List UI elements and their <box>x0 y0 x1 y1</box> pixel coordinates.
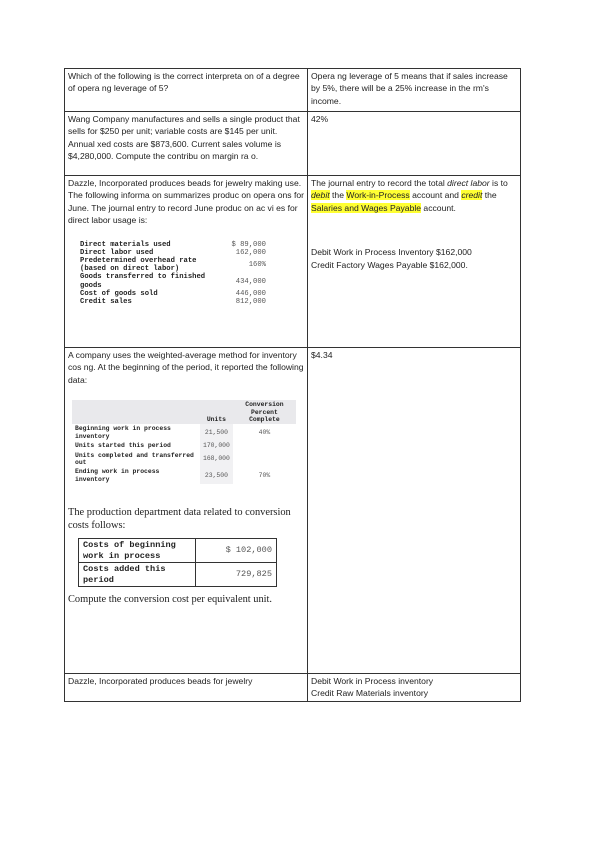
highlight-debit: debit <box>311 190 330 201</box>
qa-table <box>64 68 521 702</box>
data-value: 812,000 <box>235 298 266 307</box>
data-label: Direct labor used <box>80 248 154 257</box>
note-text: the <box>329 190 347 201</box>
cost-label: Costs of beginning work in process <box>79 539 196 563</box>
question-cell <box>65 348 308 674</box>
answer-line: Credit Factory Wages Payable $162,000. <box>311 259 468 270</box>
conversion-intro: The production department data related to conversion costs follows: <box>68 507 291 532</box>
answer-cell: Opera ng leverage of 5 means that if sales increase by 5%, there will be a 25% increase in the rm's income. <box>308 69 521 112</box>
units-label: Beginning work in process inventory <box>75 425 171 440</box>
note-text: account. <box>421 202 456 213</box>
header-units: Units <box>200 400 233 424</box>
note-text: account and <box>409 190 462 201</box>
note-text: The journal entry to record the total <box>311 178 448 188</box>
note-text-italic: direct labor <box>447 178 490 188</box>
note-text: the <box>482 190 497 201</box>
data-value: 160% <box>248 261 266 270</box>
header-blank <box>72 400 200 424</box>
units-value: 21,500 <box>200 424 233 441</box>
data-row <box>76 249 270 257</box>
data-label: Cost of goods sold <box>80 289 158 298</box>
cost-value: $ 102,000 <box>196 539 277 563</box>
answer-line: Debit Work in Process inventory <box>311 676 434 686</box>
table-row <box>65 176 521 348</box>
data-label: Goods transferred to finished goods <box>80 273 206 290</box>
units-label: Units completed and transferred out <box>75 451 194 467</box>
data-row <box>76 257 270 273</box>
data-value: 446,000 <box>235 289 266 298</box>
question-text: Dazzle, Incorporated produces beads for jewelry making use. The following informa on summarizes produc on opera ons for June. The journal entry to record June produc on ac vi es for direct labor usage is: <box>68 178 304 226</box>
table-row <box>65 69 521 112</box>
cost-label: Costs added this period <box>79 563 196 587</box>
answer-cell: $4.34 <box>308 348 521 674</box>
units-row <box>72 451 296 468</box>
cost-row <box>79 563 277 587</box>
header-conversion: Conversion Percent Complete <box>233 400 296 424</box>
highlight-wip: Work-in-Process <box>346 190 410 201</box>
note-text: is to <box>489 178 508 188</box>
units-row <box>72 424 296 441</box>
percent-value: 40% <box>258 429 271 437</box>
units-value: 170,000 <box>200 441 233 450</box>
highlight-wages: Salaries and Wages Payable <box>311 202 422 213</box>
units-header-row <box>72 400 296 424</box>
answer-note <box>311 177 517 214</box>
data-label: Direct materials used <box>80 240 171 249</box>
cost-value: 729,825 <box>196 563 277 587</box>
closing-question: Compute the conversion cost per equivalent unit. <box>68 593 273 605</box>
answer-line: Credit Raw Materials inventory <box>311 688 429 699</box>
percent-value: 70% <box>258 472 271 480</box>
data-value: 162,000 <box>235 248 266 257</box>
data-label: Predetermined overhead rate (based on direct labor) <box>80 257 197 274</box>
cost-row <box>79 539 277 563</box>
data-value: $ 89,000 <box>231 240 266 249</box>
question-cell <box>65 176 308 348</box>
production-data-table <box>76 241 270 307</box>
data-value: 434,000 <box>235 277 266 286</box>
units-value: 23,500 <box>200 467 233 484</box>
units-table <box>72 400 296 484</box>
question-text: A company uses the weighted-average method for inventory cos ng. At the beginning of the period, it reported the following data: <box>68 350 304 385</box>
data-row <box>76 298 270 306</box>
data-row <box>76 241 270 249</box>
units-label: Ending work in process inventory <box>75 468 160 483</box>
question-cell: Wang Company manufactures and sells a single product that sells for $250 per unit; variable costs are $145 per unit. Annual xed costs are $873,600. Current sales volume is $4,280,000. Compute the contribu on margin ra o. <box>65 112 308 176</box>
answer-cell: 42% <box>308 112 521 176</box>
answer-cell <box>308 674 521 702</box>
table-row <box>65 112 521 176</box>
answer-line: Debit Work in Process Inventory $162,000 <box>311 247 472 258</box>
conversion-costs-table <box>78 538 277 587</box>
units-label: Units started this period <box>75 442 171 450</box>
table-row <box>65 348 521 674</box>
data-row <box>76 290 270 298</box>
units-row <box>72 467 296 484</box>
question-cell: Dazzle, Incorporated produces beads for jewelry <box>65 674 308 702</box>
data-row <box>76 273 270 289</box>
percent-value <box>233 451 296 468</box>
units-value: 168,000 <box>200 451 233 468</box>
answer-cell <box>308 176 521 348</box>
data-label: Credit sales <box>80 298 132 307</box>
highlight-credit: credit <box>461 190 483 201</box>
units-row <box>72 441 296 450</box>
table-row <box>65 674 521 702</box>
percent-value <box>233 441 296 450</box>
question-cell: Which of the following is the correct interpreta on of a degree of opera ng leverage of 5? <box>65 69 308 112</box>
